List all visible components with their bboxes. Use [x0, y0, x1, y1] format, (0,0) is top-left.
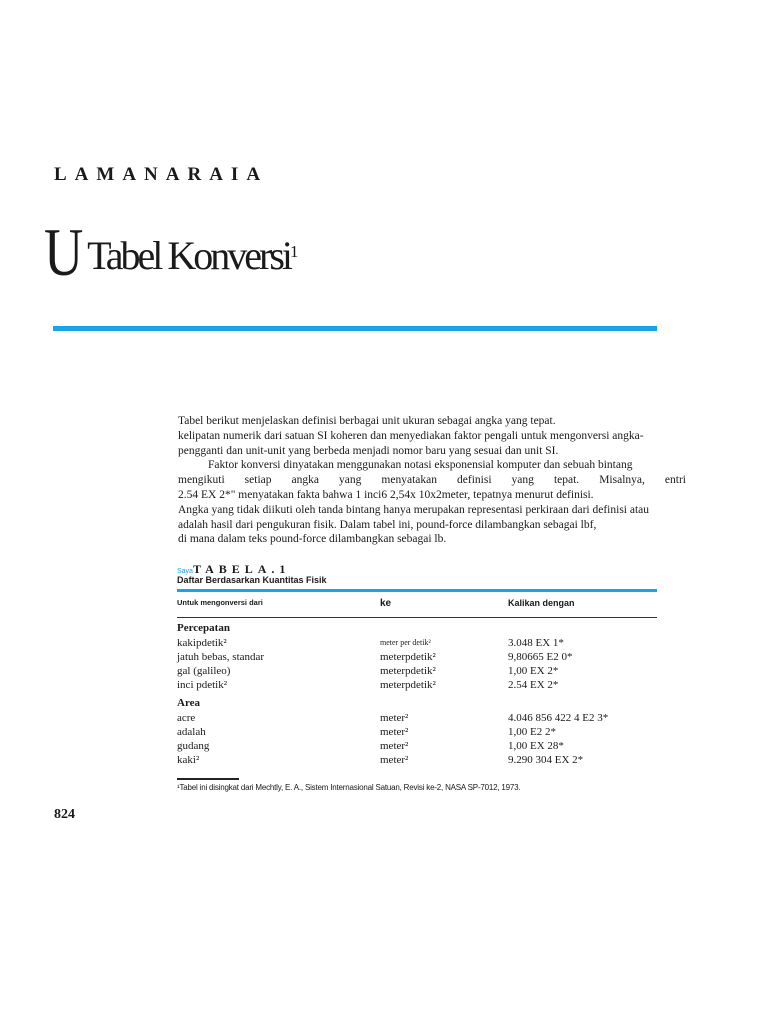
table-caption: Daftar Berdasarkan Kuantitas Fisik [177, 575, 327, 585]
table-name: TABELA.1 [192, 562, 291, 576]
column-header-multiply: Kalikan dengan [508, 598, 575, 608]
section-title: Percepatan [177, 622, 230, 634]
table-row [177, 636, 657, 650]
table-label-prefix: Saya [177, 568, 193, 575]
cell-to: meterpdetik² [380, 665, 436, 677]
cell-to: meter² [380, 712, 409, 724]
intro-line: Angka yang tidak diikuti oleh tanda bintang hanya merupakan representasi perkiraan dari definisi atau [178, 503, 650, 516]
appendix-letter: U [44, 214, 84, 290]
chapter-title [44, 214, 299, 292]
cell-from: adalah [177, 726, 206, 738]
table-row [177, 664, 657, 678]
cell-factor: 1,00 EX 28* [508, 740, 564, 752]
cell-from: gudang [177, 740, 210, 752]
cell-factor: 4.046 856 422 4 E2 3* [508, 712, 609, 724]
table-row [177, 753, 657, 767]
table-section-acceleration [177, 621, 657, 692]
table-section-area [177, 696, 657, 767]
intro-line: Tabel berikut menjelaskan definisi berbagai unit ukuran sebagai angka yang tepat. [178, 415, 556, 427]
table-row [177, 650, 657, 664]
cell-from: kakipdetik² [177, 637, 227, 649]
cell-from: kaki² [177, 754, 200, 766]
table-row [177, 725, 657, 739]
intro-line: adalah hasil dari pengukuran fisik. Dalam tabel ini, pound-force dilambangkan sebagai lbf, [178, 518, 597, 531]
intro-line: kelipatan numerik dari satuan SI koheren dan menyediakan faktor pengali untuk mengonversi angka- [178, 429, 644, 442]
table-row [177, 739, 657, 753]
appendix-label: LAMANARAIA [54, 164, 269, 185]
cell-to: meterpdetik² [380, 679, 436, 691]
column-header-to: ke [380, 598, 392, 609]
table-row [177, 678, 657, 692]
intro-line: di mana dalam teks pound-force dilambangkan sebagai lb. [178, 533, 447, 546]
table-top-rule [177, 589, 657, 592]
cell-factor: 3.048 EX 1* [508, 637, 564, 649]
cell-factor: 1,00 EX 2* [508, 665, 559, 677]
intro-line: mengikuti setiap angka yang menyatakan definisi yang tepat. Misalnya, entri [178, 474, 686, 487]
footnote-rule [177, 778, 239, 780]
table-row [177, 711, 657, 725]
cell-to: meter² [380, 754, 409, 766]
cell-factor: 9,80665 E2 0* [508, 651, 573, 663]
column-header-from: Untuk mengonversi dari [177, 598, 263, 607]
intro-line: 2.54 EX 2*" menyatakan fakta bahwa 1 inci6 2,54x 10x2meter, tepatnya menurut definisi. [178, 488, 594, 501]
intro-line: pengganti dan unit-unit yang berbeda menjadi nomor baru yang sesuai dan unit SI. [178, 444, 559, 457]
cell-factor: 9.290 304 EX 2* [508, 754, 584, 766]
title-text [87, 233, 299, 278]
cell-to: meterpdetik² [380, 651, 436, 663]
footnote: ¹Tabel ini disingkat dari Mechtly, E. A., Sistem Internasional Satuan, Revisi ke-2, NASA SP-7012, 1973. [177, 783, 521, 792]
cell-to: meter² [380, 740, 409, 752]
cell-to: meter per detik² [380, 638, 431, 647]
cell-from: inci pdetik² [177, 679, 228, 691]
cell-from: jatuh bebas, standar [177, 651, 265, 663]
cell-from: acre [177, 712, 196, 724]
section-title: Area [177, 697, 201, 709]
page-number: 824 [54, 807, 75, 822]
title-main: Tabel Konversi [87, 233, 291, 278]
intro-line: Faktor konversi dinyatakan menggunakan notasi eksponensial komputer dan sebuah bintang [208, 459, 633, 472]
intro-text [178, 414, 686, 547]
title-rule [53, 326, 657, 331]
cell-factor: 1,00 E2 2* [508, 726, 556, 738]
title-footnote-marker: 1 [290, 242, 299, 261]
cell-factor: 2.54 EX 2* [508, 679, 559, 691]
cell-to: meter² [380, 726, 409, 738]
table-header-rule [177, 617, 657, 618]
cell-from: gal (galileo) [177, 665, 231, 677]
